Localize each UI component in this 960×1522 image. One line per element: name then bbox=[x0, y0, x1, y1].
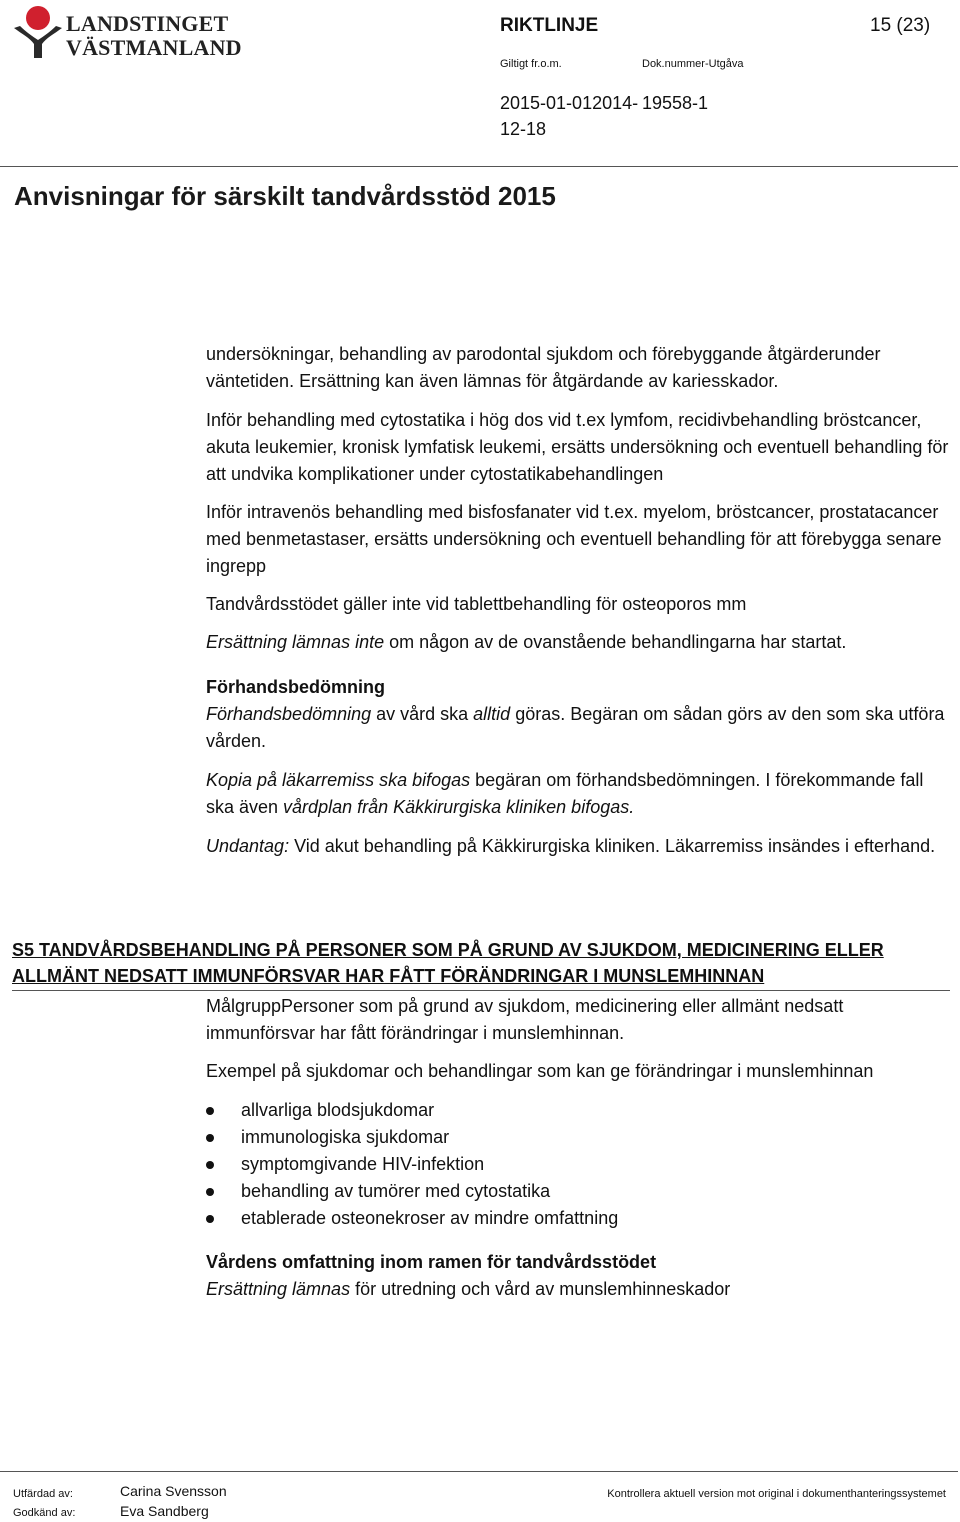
page-number: 15 (23) bbox=[870, 15, 931, 36]
section-divider bbox=[12, 990, 950, 991]
section-heading: Förhandsbedömning bbox=[206, 677, 385, 697]
bullet-icon bbox=[206, 1188, 214, 1196]
emphasis: Ersättning lämnas inte bbox=[206, 632, 385, 652]
paragraph bbox=[206, 767, 951, 821]
paragraph bbox=[206, 1276, 951, 1303]
emphasis: alltid bbox=[473, 704, 511, 724]
text: begäran om förhandsbedömningen. I förekommande fall ska även bbox=[206, 770, 924, 817]
paragraph: undersökningar, behandling av parodontal sjukdom och förebyggande åtgärderunder väntetiden. Ersättning kan även lämnas för åtgärdande av kariesskador. bbox=[206, 344, 881, 391]
bullet-icon bbox=[206, 1161, 214, 1169]
section-heading: Vårdens omfattning inom ramen för tandvårdsstödet bbox=[206, 1252, 657, 1272]
page-title: Anvisningar för särskilt tandvårdsstöd 2015 bbox=[14, 181, 556, 211]
text: Vid akut behandling på Käkkirurgiska kliniken. Läkarremiss insändes i efterhand. bbox=[289, 836, 936, 856]
logo-emblem-icon bbox=[12, 4, 64, 58]
organization-logo bbox=[12, 4, 242, 60]
section-s5-heading: S5 TANDVÅRDSBEHANDLING PÅ PERSONER SOM PÅ GRUND AV SJUKDOM, MEDICINERING ELLER ALLMÄNT NEDSATT IMMUNFÖRSVAR HAR FÅTT FÖRÄNDRINGAR I MUNSLEMHINNAN bbox=[12, 940, 884, 986]
document-number-label: Dok.nummer-Utgåva bbox=[642, 58, 744, 70]
condition-list bbox=[206, 1097, 951, 1232]
paragraph: Inför intravenös behandling med bisfosfanater vid t.ex. myelom, bröstcancer, prostatacancer med benmetastaser, ersätts undersökning och eventuell behandling för att förebygga senare ingrepp bbox=[206, 502, 942, 576]
emphasis: Ersättning lämnas bbox=[206, 1279, 351, 1299]
text: av vård ska bbox=[371, 704, 474, 724]
emphasis: Kopia på läkarremiss ska bifogas bbox=[206, 770, 471, 790]
document-number-value: 19558-1 bbox=[642, 93, 709, 113]
list-item: immunologiska sjukdomar bbox=[206, 1124, 951, 1151]
list-item: symptomgivande HIV-infektion bbox=[206, 1151, 951, 1178]
footer-divider bbox=[0, 1471, 958, 1472]
valid-from-label: Giltigt fr.o.m. bbox=[500, 58, 562, 70]
approved-by-label: Godkänd av: bbox=[13, 1507, 76, 1519]
text: för utredning och vård av munslemhinneskador bbox=[350, 1279, 731, 1299]
paragraph: MålgruppPersoner som på grund av sjukdom, medicinering eller allmänt nedsatt immunförsvar har fått förändringar i munslemhinnan. bbox=[206, 996, 844, 1043]
list-item: etablerade osteonekroser av mindre omfattning bbox=[206, 1205, 951, 1232]
list-item: allvarliga blodsjukdomar bbox=[206, 1097, 951, 1124]
header-divider bbox=[0, 166, 958, 167]
bullet-icon bbox=[206, 1215, 214, 1223]
footer-note: Kontrollera aktuell version mot original i dokumenthanteringssystemet bbox=[607, 1488, 946, 1500]
bullet-icon bbox=[206, 1134, 214, 1142]
s5-body bbox=[206, 993, 951, 1303]
issued-by-label: Utfärdad av: bbox=[13, 1488, 73, 1500]
text: göras. Begäran om sådan görs av den som ska utföra vården. bbox=[206, 704, 945, 751]
paragraph: Inför behandling med cytostatika i hög dos vid t.ex lymfom, recidivbehandling bröstcancer, akuta leukemier, kronisk lymfatisk leukemi, ersätts undersökning och eventuell behandling för att undvika komplikationer under cytostatikabehandlingen bbox=[206, 410, 949, 484]
logo-text-line1: LANDSTINGET bbox=[66, 11, 229, 36]
approved-by-value: Eva Sandberg bbox=[120, 1503, 209, 1519]
text: om någon av de ovanstående behandlingarna har startat. bbox=[384, 632, 847, 652]
paragraph: Tandvårdsstödet gäller inte vid tablettbehandling för osteoporos mm bbox=[206, 594, 747, 614]
emphasis: Förhandsbedömning bbox=[206, 704, 372, 724]
logo-text-line2: VÄSTMANLAND bbox=[66, 35, 242, 60]
body-text bbox=[206, 341, 951, 860]
bullet-icon bbox=[206, 1107, 214, 1115]
paragraph bbox=[206, 629, 951, 656]
emphasis: vårdplan från Käkkirurgiska kliniken bifogas. bbox=[283, 797, 635, 817]
emphasis: Undantag: bbox=[206, 836, 290, 856]
valid-from-value: 2015-01-012014-12-18 bbox=[500, 93, 639, 139]
list-item: behandling av tumörer med cytostatika bbox=[206, 1178, 951, 1205]
paragraph bbox=[206, 833, 951, 860]
paragraph: Exempel på sjukdomar och behandlingar som kan ge förändringar i munslemhinnan bbox=[206, 1061, 874, 1081]
paragraph bbox=[206, 701, 951, 755]
document-type: RIKTLINJE bbox=[500, 15, 599, 36]
issued-by-value: Carina Svensson bbox=[120, 1483, 227, 1499]
